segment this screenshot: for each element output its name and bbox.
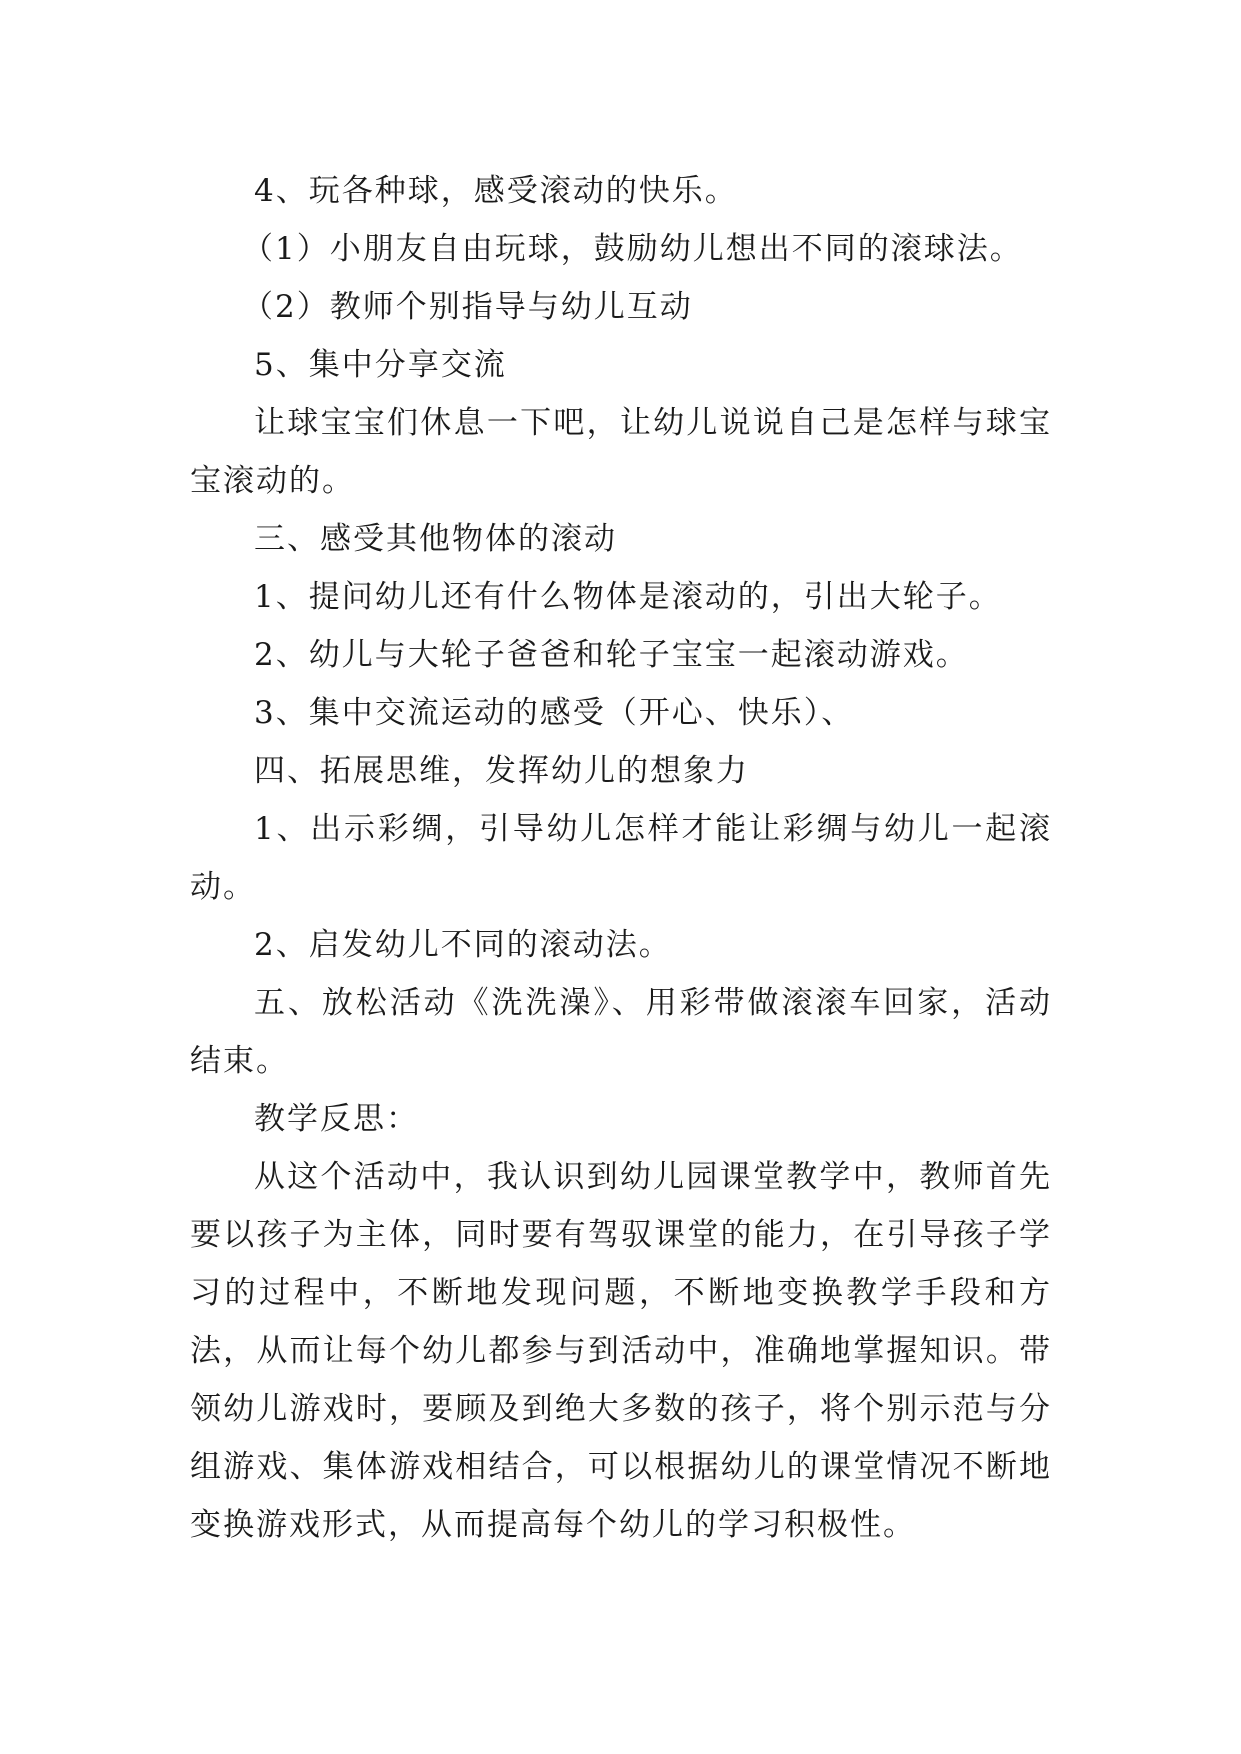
paragraph-step-5-detail: 让球宝宝们休息一下吧，让幼儿说说自己是怎样与球宝宝滚动的。 [190, 405, 1052, 499]
reflection-body: 从这个活动中，我认识到幼儿园课堂教学中，教师首先要以孩子为主体，同时要有驾驭课堂的能力，在引导孩子学习的过程中，不断地发现问题，不断地变换教学手段和方法，从而让每个幼儿都参与到活动中，准确地掌握知识。带领幼儿游戏时，要顾及到绝大多数的孩子，将个别示范与分组游戏、集体游戏相结合，可以根据幼儿的课堂情况不断地变换游戏形式，从而提高每个幼儿的学习积极性。 [190, 1159, 1052, 1543]
paragraph-step-5: 5、集中分享交流 [254, 347, 507, 383]
paragraph-section-3-item-2: 2、幼儿与大轮子爸爸和轮子宝宝一起滚动游戏。 [254, 637, 969, 673]
section-heading-3: 三、感受其他物体的滚动 [254, 521, 617, 557]
paragraph-step-4-1: （1）小朋友自由玩球，鼓励幼儿想出不同的滚球法。 [242, 231, 1023, 267]
section-heading-5: 五、放松活动《洗洗澡》、用彩带做滚滚车回家，活动结束。 [190, 985, 1052, 1079]
document-body [190, 162, 1052, 1554]
section-heading-4: 四、拓展思维，发挥幼儿的想象力 [254, 753, 749, 789]
paragraph-step-4-2: （2）教师个别指导与幼儿互动 [242, 289, 693, 325]
paragraph-section-3-item-1: 1、提问幼儿还有什么物体是滚动的，引出大轮子。 [254, 579, 1002, 615]
paragraph-step-4: 4、玩各种球，感受滚动的快乐。 [254, 173, 738, 209]
paragraph-section-3-item-3: 3、集中交流运动的感受（开心、快乐）、 [254, 695, 855, 731]
reflection-heading: 教学反思： [254, 1101, 419, 1137]
paragraph-section-4-item-2: 2、启发幼儿不同的滚动法。 [254, 927, 672, 963]
paragraph-section-4-item-1: 1、出示彩绸，引导幼儿怎样才能让彩绸与幼儿一起滚动。 [190, 811, 1052, 905]
